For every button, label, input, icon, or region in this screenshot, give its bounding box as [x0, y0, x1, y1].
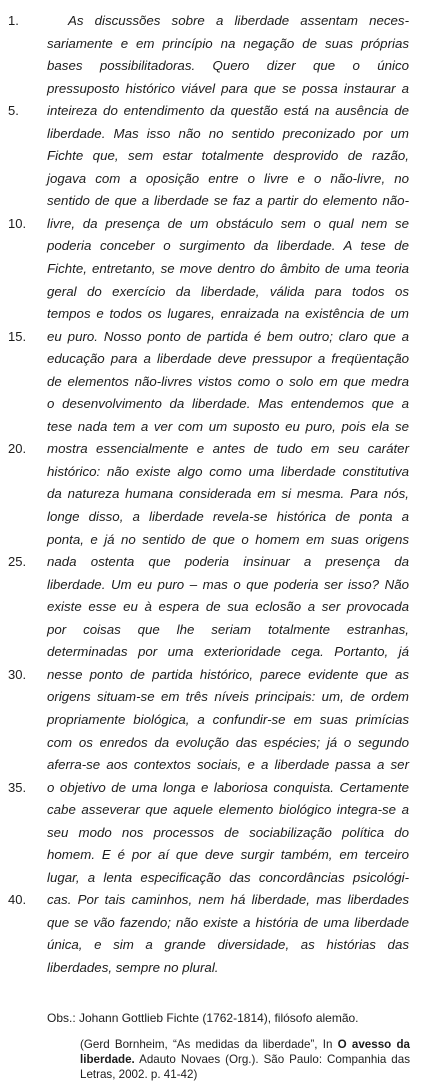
citation-author: (Gerd Bornheim, “As medidas da liberdade”, In — [80, 1038, 338, 1051]
line-text: determinadas por uma exterioridade cega. Portanto, já — [47, 644, 409, 660]
text-line — [0, 461, 421, 484]
text-line — [0, 55, 421, 78]
text-line — [0, 438, 421, 461]
text-line — [0, 889, 421, 912]
line-text: lugar, a lenta especificação das concordâncias psicológi- — [47, 869, 409, 885]
line-number: 30. — [8, 666, 27, 682]
line-text: inteireza do entendimento da questão está na ausência de — [47, 103, 409, 119]
line-text: Fichte, entretanto, se move dentro do âmbito de uma teoria — [47, 261, 409, 277]
line-number: 1. — [8, 13, 19, 28]
line-text: seu modo nos processos de sociabilização política do — [47, 824, 409, 840]
line-text: sariamente e em princípio na negação de suas próprias — [47, 35, 409, 51]
text-line — [0, 213, 421, 236]
line-text: As discussões sobre a liberdade assentam neces- — [68, 13, 409, 28]
footnote-obs: Obs.: Johann Gottlieb Fichte (1762-1814), filósofo alemão. — [47, 1011, 359, 1025]
line-number: 40. — [8, 892, 27, 908]
line-text: nesse ponto de partida histórico, parece evidente que as — [47, 666, 409, 682]
text-line — [0, 123, 421, 146]
line-text: aferra-se aos contextos sociais, e a liberdade passa a ser — [47, 757, 409, 773]
line-text: o objetivo de uma longa e laboriosa conquista. Certamente — [47, 779, 409, 795]
text-line — [0, 303, 421, 326]
text-line — [0, 258, 421, 281]
text-line — [0, 551, 421, 574]
text-line — [0, 574, 421, 597]
text-line — [0, 596, 421, 619]
text-line — [0, 393, 421, 416]
line-text: eu puro. Nosso ponto de partida é bem outro; claro que a — [47, 328, 409, 344]
line-text: poderia conceber o surgimento da liberdade. A tese de — [47, 238, 409, 254]
line-text: histórico: não existe algo como uma liberdade constitutiva — [47, 463, 409, 479]
text-line — [0, 529, 421, 552]
text-line — [0, 844, 421, 867]
text-line — [0, 371, 421, 394]
citation-book-title: O avesso da liberdade. — [80, 1038, 410, 1066]
line-text: liberdade. Um eu puro – mas o que poderia ser isso? Não — [47, 576, 409, 592]
text-line — [0, 145, 421, 168]
text-line — [0, 10, 421, 33]
line-text: homem. E é por aí que deve surgir também, em terceiro — [47, 847, 409, 863]
text-line — [0, 100, 421, 123]
line-text: propriamente biológica, a confundir-se em suas primícias — [47, 711, 409, 727]
text-line — [0, 867, 421, 890]
text-line — [0, 483, 421, 506]
line-text: Fichte que, sem estar totalmente desprovido de razão, — [47, 148, 409, 164]
line-number: 5. — [8, 103, 19, 119]
text-line — [0, 799, 421, 822]
text-line — [0, 664, 421, 687]
text-line — [0, 957, 421, 980]
citation — [80, 1037, 410, 1082]
text-line — [0, 619, 421, 642]
text-line — [0, 33, 421, 56]
line-text: nada ostenta que poderia insinuar a presença da — [47, 554, 409, 570]
line-text: tempos e todos os lugares, enraizada na existência de um — [47, 306, 409, 322]
text-line — [0, 754, 421, 777]
text-line — [0, 709, 421, 732]
text-line — [0, 416, 421, 439]
text-line — [0, 641, 421, 664]
line-text: longe disso, a liberdade revela-se histórica de ponta a — [47, 509, 409, 525]
line-text: existe esse eu à espera de sua eclosão a ser provocada — [47, 599, 409, 615]
line-text: única, e sim a grande diversidade, as histórias das — [47, 937, 409, 953]
text-line — [0, 506, 421, 529]
line-text: de elementos não-livres vistos como o solo em que medra — [47, 373, 409, 389]
citation-publisher: Adauto Novaes (Org.). São Paulo: Companhia das Letras, 2002. p. 41-42) — [80, 1053, 410, 1081]
line-text: liberdade. Mas isso não no sentido preconizado por um — [47, 125, 409, 141]
line-text: ponta, e já no sentido de que o homem em suas origens — [47, 531, 409, 547]
line-text: livre, da presença de um obstáculo sem o qual nem se — [47, 215, 409, 231]
line-text: com os enredos da evolução das espécies; já o segundo — [47, 734, 409, 750]
line-text: pressuposto histórico viável para que se possa instaurar a — [47, 80, 409, 96]
text-line — [0, 348, 421, 371]
line-text: bases possibilitadoras. Quero dizer que o único — [47, 58, 409, 74]
text-line — [0, 934, 421, 957]
essay-text — [0, 10, 421, 980]
text-line — [0, 912, 421, 935]
text-line — [0, 78, 421, 101]
line-text: tese nada tem a ver com um suposto eu puro, pois ela se — [47, 418, 409, 434]
text-line — [0, 168, 421, 191]
line-text: que se vão fazendo; não existe a história de uma liberdade — [47, 914, 409, 930]
line-number: 20. — [8, 441, 27, 457]
line-text: da natureza humana considerada em si mesma. Para nós, — [47, 486, 409, 502]
line-text: cabe asseverar que aquele elemento biológico integra-se a — [47, 802, 409, 818]
line-number: 25. — [8, 554, 27, 570]
line-text: o desenvolvimento da liberdade. Mas entendemos que a — [47, 396, 409, 412]
line-text: geral do exercício da liberdade, válida para todos os — [47, 283, 409, 299]
text-line — [0, 777, 421, 800]
text-line — [0, 822, 421, 845]
line-number: 35. — [8, 779, 27, 795]
line-number: 15. — [8, 328, 27, 344]
line-text: mostra essencialmente e antes de tudo em seu caráter — [47, 441, 409, 457]
text-line — [0, 235, 421, 258]
line-text: origens situam-se em três níveis principais: um, de ordem — [47, 689, 409, 705]
line-text: liberdades, sempre no plural. — [47, 959, 219, 975]
line-number: 10. — [8, 215, 27, 231]
text-line — [0, 326, 421, 349]
line-text: cas. Por tais caminhos, nem há liberdade, mas liberdades — [47, 892, 409, 908]
line-text: educação para a liberdade deve pressupor a freqüentação — [47, 351, 409, 367]
line-text: jogava com a oposição entre o livre e o não-livre, no — [47, 170, 409, 186]
line-text: sentido de que a liberdade se faz a partir do elemento não- — [47, 193, 409, 209]
text-line — [0, 732, 421, 755]
text-line — [0, 190, 421, 213]
line-text: por coisas que lhe seriam totalmente estranhas, — [47, 621, 409, 637]
text-line — [0, 281, 421, 304]
text-line — [0, 686, 421, 709]
